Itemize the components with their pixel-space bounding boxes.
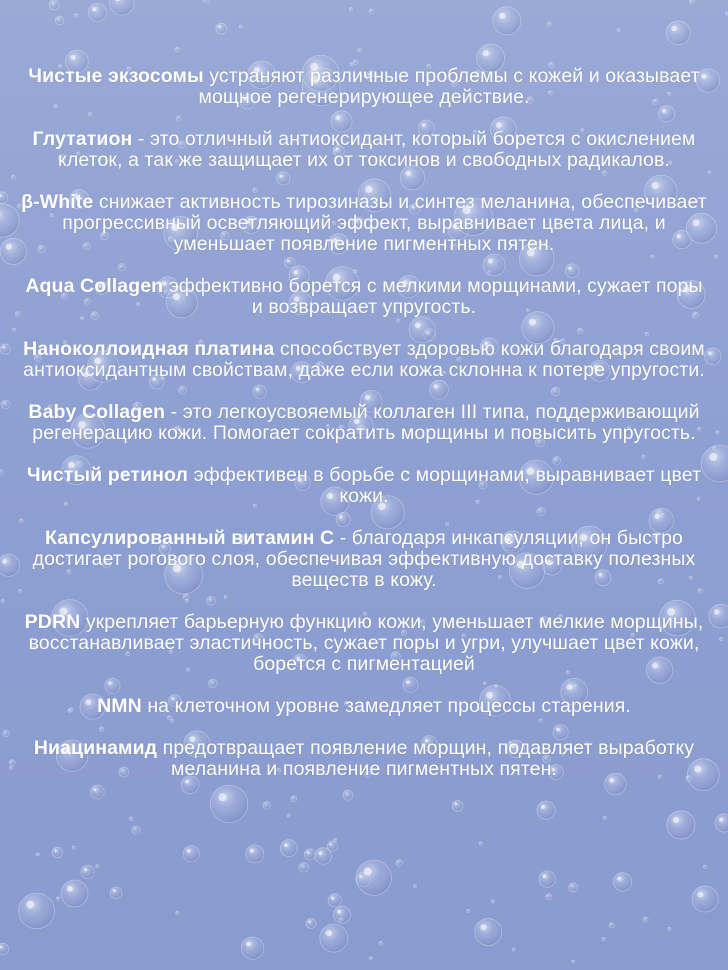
water-drop (713, 447, 716, 450)
ingredient-term: β-White (21, 191, 94, 213)
water-drop-highlight (2, 346, 4, 348)
ingredient-list (20, 66, 708, 801)
water-drop (9, 760, 15, 766)
ingredient-term: Глутатион (32, 128, 133, 150)
water-drop-highlight (714, 609, 719, 614)
water-drop-highlight (541, 805, 545, 809)
water-drop (539, 871, 555, 887)
ingredient-description: эффективен в борьбе с морщинами, выравнивает цвет кожи. (188, 464, 702, 507)
water-drop-highlight (246, 942, 251, 947)
water-drop (690, 0, 694, 4)
water-drop-highlight (364, 868, 372, 876)
water-drop (176, 911, 179, 914)
water-drop (1, 600, 4, 603)
water-drop (88, 3, 106, 21)
water-drop-highlight (337, 910, 341, 914)
water-drop (720, 638, 723, 641)
water-drop (56, 897, 59, 900)
water-drop (0, 204, 19, 237)
water-drop-highlight (319, 851, 323, 855)
water-drop (299, 863, 309, 873)
water-drop-highlight (92, 7, 96, 11)
water-drop (369, 957, 372, 960)
water-drop (609, 923, 614, 928)
water-drop (349, 8, 352, 11)
water-drop (306, 918, 316, 928)
water-drop (414, 885, 417, 888)
water-drop (709, 604, 728, 628)
water-drop-highlight (698, 892, 704, 898)
water-drop (0, 344, 10, 354)
ingredient-exosomes (20, 66, 708, 108)
water-drop-highlight (2, 559, 7, 564)
water-drop (204, 0, 210, 3)
water-drop (715, 814, 728, 832)
ingredient-nmn (20, 696, 708, 717)
water-drop (334, 838, 337, 841)
water-drop (19, 893, 55, 929)
ingredient-term: Наноколлоидная платина (23, 338, 275, 360)
water-drop-highlight (326, 930, 332, 936)
ingredient-term: Baby Collagen (28, 401, 166, 423)
water-drop (129, 817, 133, 821)
water-drop-highlight (329, 843, 331, 845)
ingredient-description: устраняют различные проблемы с кожей и оказывает мощное регенерирующее действие. (198, 65, 700, 108)
water-drop (602, 937, 606, 941)
water-drop (280, 840, 297, 857)
ingredient-description: способствует здоровью кожи благодаря своим антиоксидантным свойствам, даже если кожа склонна к потере упругости. (23, 338, 705, 381)
water-drop-highlight (6, 244, 12, 250)
water-drop-highlight (113, 889, 116, 892)
water-drop (467, 910, 470, 913)
water-drop (320, 924, 348, 952)
ingredient-term: Капсулированный витамин С (45, 527, 335, 549)
water-drop (572, 960, 575, 963)
water-drop-highlight (54, 850, 56, 852)
water-drop-highlight (284, 843, 288, 847)
water-drop (353, 60, 358, 65)
ingredient-description: укрепляет барьерную функцию кожи, уменьшает мелкие морщины, восстанавливает эластичность, сужает поры и угри, улучшает цвет кожи, борется с пигментацией (28, 611, 704, 675)
ingredient-niacinamide (20, 738, 708, 780)
ingredient-term: PDRN (24, 611, 81, 633)
water-drop (246, 845, 264, 863)
water-drop (666, 21, 690, 45)
ingredient-retinol (20, 465, 708, 507)
water-drop (379, 941, 383, 945)
water-drop (49, 0, 59, 10)
water-drop-highlight (26, 901, 34, 909)
water-drop (216, 23, 227, 34)
ingredient-term: Чистый ретинол (26, 464, 189, 486)
water-drop (52, 847, 62, 857)
water-drop-highlight (250, 849, 254, 853)
water-drop (55, 16, 64, 25)
water-drop-highlight (672, 26, 677, 31)
ingredient-term: Aqua Collagen (25, 275, 164, 297)
water-drop (396, 860, 403, 867)
water-drop-highlight (331, 897, 334, 900)
water-drop (175, 47, 180, 52)
water-drop (239, 25, 242, 28)
water-drop-highlight (455, 803, 457, 805)
ingredient-description: - благодаря инкапсуляции, он быстро достигает рогового слоя, обеспечивая эффективную доставку полезных веществ в кожу. (32, 527, 696, 591)
water-drop (183, 846, 199, 862)
water-drop (643, 917, 648, 922)
water-drop (546, 894, 552, 900)
water-drop-highlight (307, 851, 309, 853)
ingredient-glutathione (20, 129, 708, 171)
water-drop (0, 554, 20, 576)
water-drop-highlight (617, 877, 621, 881)
water-drop (715, 255, 718, 258)
water-drop (512, 948, 515, 951)
water-drop (304, 849, 315, 860)
water-drop (603, 816, 606, 819)
ingredient-pdrn (20, 612, 708, 675)
ingredient-description: на клеточном уровне замедляет процессы старения. (141, 695, 631, 717)
water-drop (617, 29, 620, 32)
water-drop (479, 842, 482, 845)
water-drop (75, 14, 78, 17)
water-drop-highlight (709, 453, 717, 461)
water-drop-highlight (483, 50, 489, 56)
water-drop (716, 431, 719, 434)
water-drop (287, 814, 290, 817)
water-drop (667, 811, 695, 839)
water-drop (475, 919, 502, 946)
water-drop (110, 0, 134, 15)
water-drop (315, 848, 332, 865)
water-drop-highlight (480, 924, 486, 930)
water-drop (10, 766, 13, 769)
water-drop-highlight (719, 818, 723, 822)
ingredient-term: Ниацинамид (33, 737, 158, 759)
water-drop (0, 469, 3, 475)
water-drop (569, 883, 578, 892)
water-drop-highlight (543, 874, 547, 878)
water-drop (356, 860, 391, 895)
water-drop (0, 943, 9, 955)
water-drop-highlight (218, 26, 220, 28)
water-drop (491, 900, 494, 903)
water-drop (703, 865, 706, 868)
ingredient-baby-collagen (20, 402, 708, 444)
water-drop (537, 801, 555, 819)
water-drop (328, 894, 341, 907)
water-drop (96, 865, 99, 868)
water-drop (369, 9, 373, 13)
water-drop (263, 802, 271, 810)
ingredient-term: NMN (97, 695, 142, 717)
water-drop (36, 853, 39, 856)
water-drop (11, 175, 15, 179)
ingredient-description: предотвращает появление морщин, подавляет выработку меланина и появление пигментных пятен. (157, 737, 695, 780)
water-drop-highlight (67, 886, 73, 892)
water-drop (72, 846, 75, 849)
water-drop (692, 886, 718, 912)
water-drop-highlight (70, 55, 75, 60)
water-drop (358, 49, 362, 53)
water-drop (110, 887, 122, 899)
water-drop (13, 328, 16, 331)
water-drop-highlight (673, 817, 679, 823)
ingredient-term: Чистые экзосомы (28, 65, 204, 87)
ingredient-description: - это легкоусвояемый коллаген III типа, поддерживающий регенерацию кожи. Помогает сократить морщины и повысить упругость. (32, 401, 700, 444)
water-drop (452, 801, 463, 812)
water-drop (0, 192, 8, 204)
water-drop (708, 171, 711, 174)
water-drop (1, 400, 10, 409)
ingredient-description: снижает активность тирозиназы и синтез меланина, обеспечивает прогрессивный осветляющий эффект, выравнивает цвета лица, и уменьшает появление пигментных пятен. (62, 191, 707, 255)
water-drop-highlight (187, 849, 191, 853)
water-drop (132, 826, 140, 834)
water-drop (81, 865, 94, 878)
water-drop (547, 22, 551, 26)
ingredient-description: эффективно борется с мелкими морщинами, сужает поры и возвращает упругость. (163, 275, 703, 318)
water-drop (241, 937, 263, 959)
ingredient-vitamin-c (20, 528, 708, 591)
water-drop-highlight (499, 13, 505, 19)
water-drop (613, 873, 631, 891)
ingredient-description: - это отличный антиоксидант, который борется с окислением клеток, а так же защищает их от токсинов и свободных радикалов. (58, 128, 696, 171)
water-drop-highlight (308, 921, 310, 923)
water-drop (668, 927, 671, 930)
water-drop (493, 7, 521, 35)
water-drop-highlight (708, 352, 712, 356)
water-drop (339, 918, 343, 922)
water-drop (3, 730, 9, 736)
water-drop-highlight (84, 868, 87, 871)
ingredient-beta-white (20, 192, 708, 255)
ingredient-nano-platinum (20, 339, 708, 381)
water-drop (61, 880, 88, 907)
ingredient-aqua-collagen (20, 276, 708, 318)
